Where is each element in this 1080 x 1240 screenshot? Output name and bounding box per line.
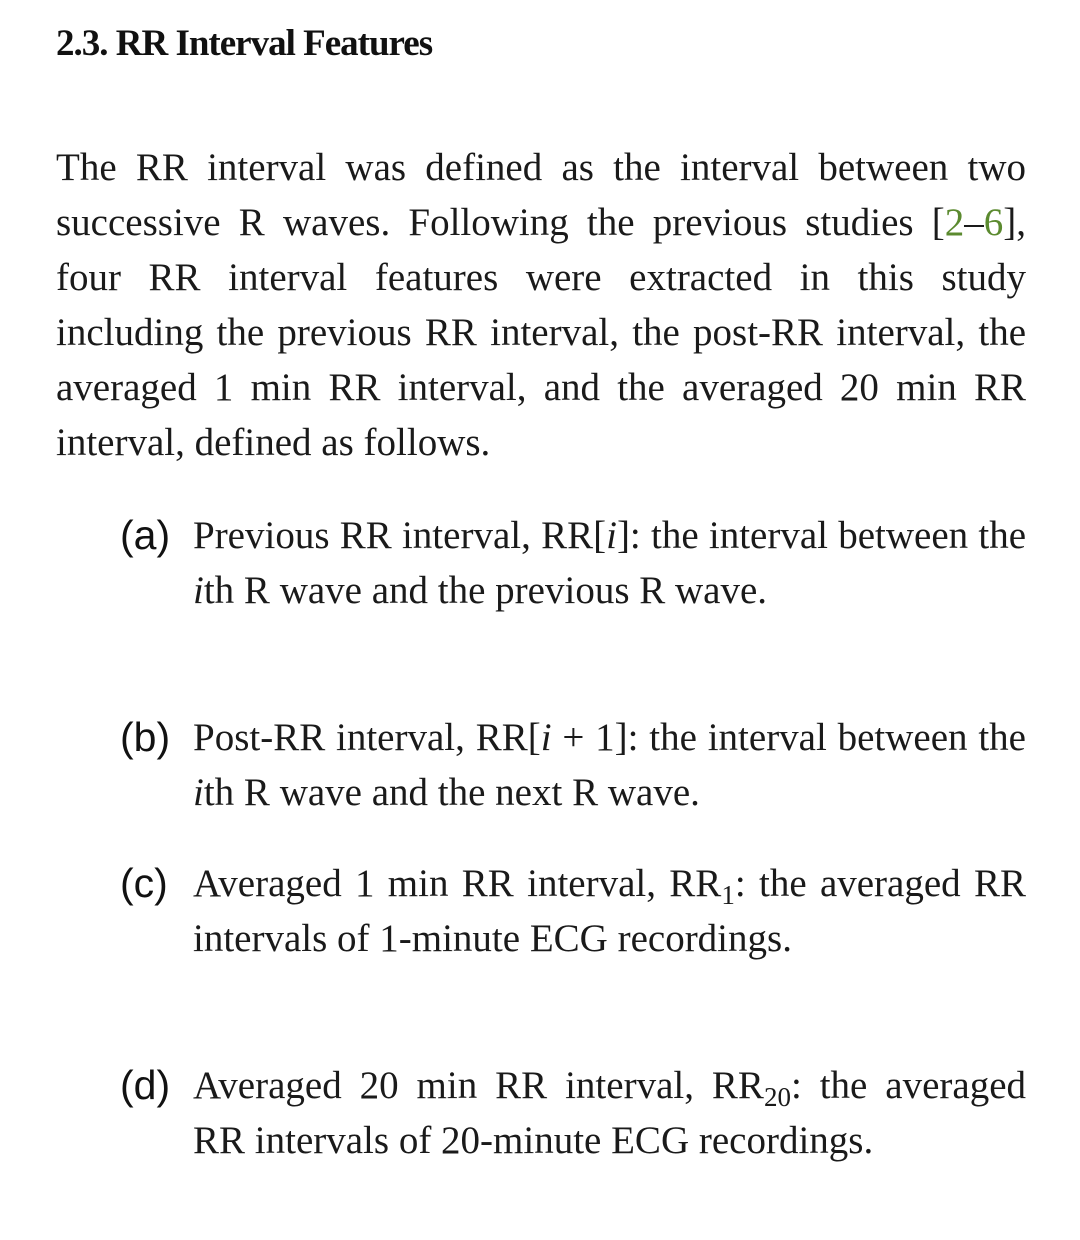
feature-description: the averaged RR intervals of 1-minute ECG recordings. [193,862,1026,960]
paragraph-text-2: ], four RR interval features were extracted in this study including the previous RR interval, the post-RR interval, the averaged 1 min RR interval, and the averaged 20 min RR interval, defined as follows. [56,201,1026,464]
list-item-text [193,710,1026,820]
list-item-text [193,508,1026,618]
feature-description: the averaged RR intervals of 20-minute ECG recordings. [193,1064,1027,1162]
feature-name: Previous RR interval, [193,514,531,557]
feature-name: Averaged 20 min RR interval, [193,1064,694,1107]
list-marker: (c) [120,860,168,906]
math-symbol: RR[i + 1]: [475,716,639,759]
paragraph-text-1: The RR interval was defined as the interval between two successive R waves. Following the previous studies [ [56,146,1026,244]
math-symbol: $RR_1$: [669,862,746,910]
list-item-text [193,1058,1026,1168]
section-heading: 2.3. RR Interval Features [56,23,433,64]
feature-description: the interval between the ith R wave and the previous R wave. [193,514,1027,612]
citation-link-end[interactable]: 6 [983,201,1004,244]
math-symbol: RR[i]: [541,514,641,557]
list-marker: (a) [120,512,171,558]
list-marker: (b) [120,714,171,760]
citation-link-start[interactable]: 2 [944,201,965,244]
list-marker: (d) [120,1062,171,1108]
feature-name: Averaged 1 min RR interval, [193,862,656,905]
citation-dash: – [964,201,984,244]
body-paragraph [56,140,1026,470]
list-item-text [193,856,1026,966]
feature-name: Post-RR interval, [193,716,465,759]
feature-description: the interval between the ith R wave and the next R wave. [193,716,1026,814]
math-symbol: $RR_{20}$: [711,1064,802,1112]
